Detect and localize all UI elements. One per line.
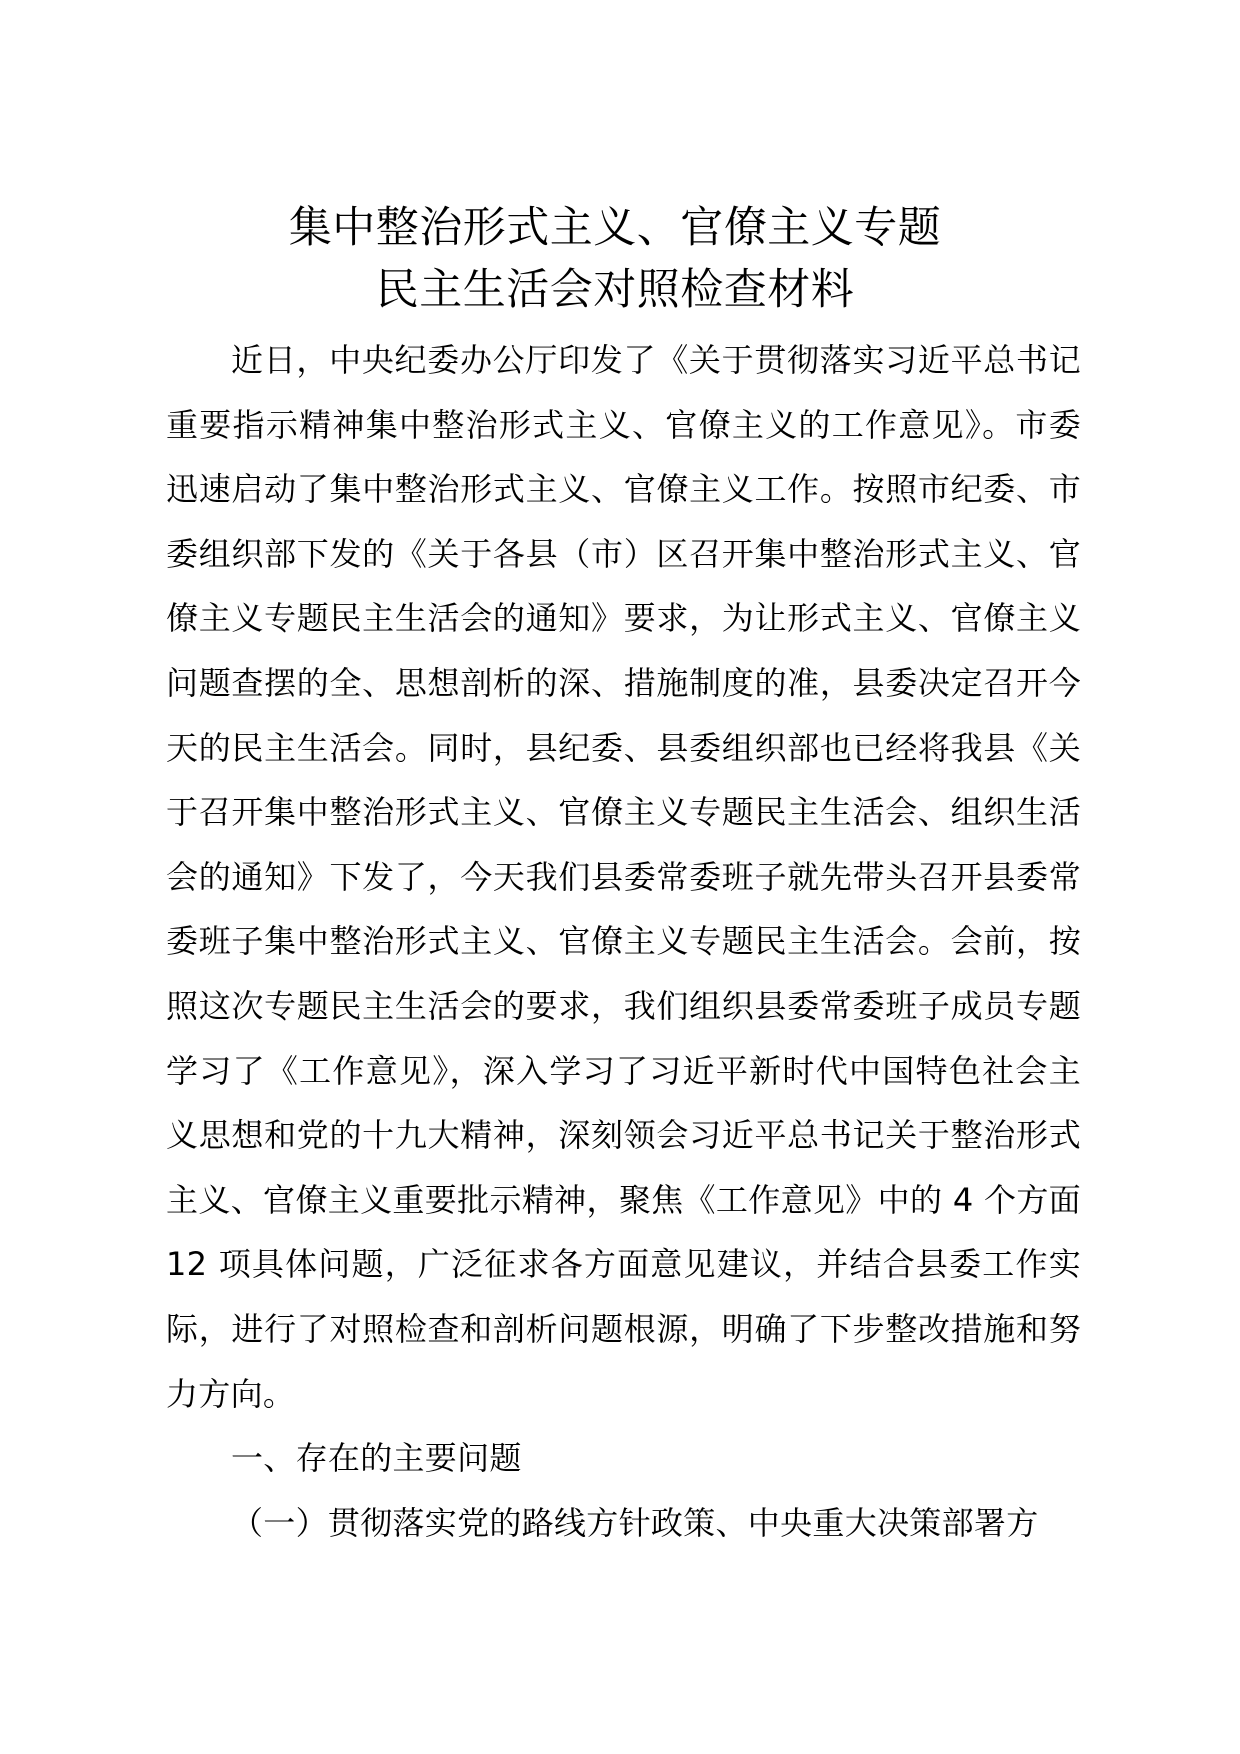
intro-paragraph: 近日，中央纪委办公厅印发了《关于贯彻落实习近平总书记重要指示精神集中整治形式主义、官僚主义的工作意见》。市委迅速启动了集中整治形式主义、官僚主义工作。按照市纪委、市委组织部下发的《关于各县（市）区召开集中整治形式主义、官僚主义专题民主生活会的通知》要求，为让形式主义、官僚主义问题查摆的全、思想剖析的深、措施制度的准，县委决定召开今天的民主生活会。同时，县纪委、县委组织部也已经将我县《关于召开集中整治形式主义、官僚主义专题民主生活会、组织生活会的通知》下发了，今天我们县委常委班子就先带头召开县委常委班子集中整治形式主义、官僚主义专题民主生活会。会前，按照这次专题民主生活会的要求，我们组织县委常委班子成员专题学习了《工作意见》，深入学习了习近平新时代中国特色社会主义思想和党的十九大精神，深刻领会习近平总书记关于整治形式主义、官僚主义重要批示精神，聚焦《工作意见》中的 4 个方面 12 项具体问题，广泛征求各方面意见建议，并结合县委工作实际，进行了对照检查和剖析问题根源，明确了下步整改措施和努力方向。	[166, 341, 1081, 1413]
subsection-heading: （一）贯彻落实党的路线方针政策、中央重大决策部署方	[231, 1503, 1039, 1542]
document-body	[166, 328, 1081, 1555]
section-heading: 一、存在的主要问题	[231, 1439, 522, 1478]
document-title-line-1: 集中整治形式主义、官僚主义专题	[288, 203, 942, 253]
document-title-line-2: 民主生活会对照检查材料	[375, 265, 855, 315]
